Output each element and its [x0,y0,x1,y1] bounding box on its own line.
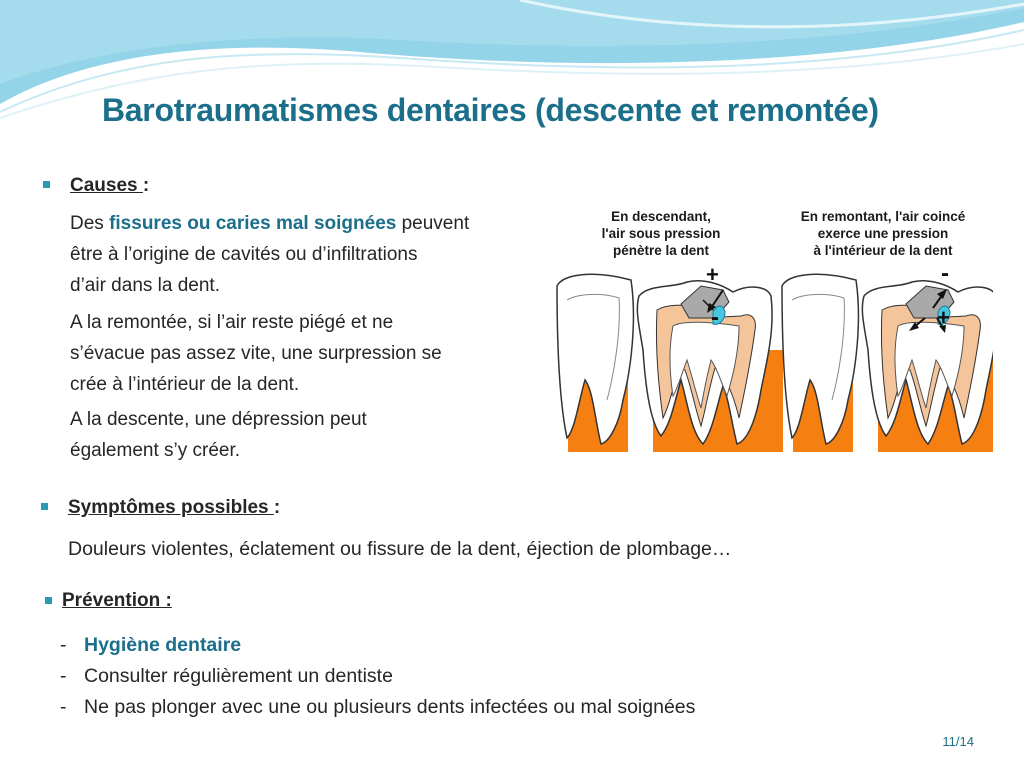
prevention-heading-label: Prévention : [62,590,172,611]
diagram-minus-ascent: - [941,260,949,287]
causes-p2-line3: crée à l’intérieur de la dent. [70,374,300,395]
diagram-minus-descent: - [711,304,719,331]
prevention-list [60,630,695,723]
causes-heading-label: Causes [70,175,143,196]
caption-ascent-line2: exerce une pression [817,226,949,241]
diagram-plus-ascent: + [937,305,950,330]
caption-ascent-line1: En remontant, l'air coincé [800,209,966,224]
prevention-heading [62,590,172,612]
causes-p3-line2: également s’y créer. [70,440,241,461]
caption-descent-line2: l'air sous pression [601,226,721,241]
caption-descent-line3: pénètre la dent [612,243,710,258]
causes-paragraph-3 [70,404,367,466]
prevention-item-text: Hygiène dentaire [84,634,242,656]
slide-title: Barotraumatismes dentaires (descente et remontée) [102,92,879,128]
causes-heading [70,175,149,197]
bullet-symptoms [41,503,48,510]
prevention-item-dash: - [60,696,67,718]
bullet-prevention [45,597,52,604]
causes-paragraph-1 [70,208,469,301]
prevention-item [60,630,695,661]
slide-number: 11/14 [942,734,974,749]
prevention-item-dash: - [60,634,67,656]
caption-ascent-line3: à l'intérieur de la dent [813,243,953,258]
causes-p2-line1: A la remontée, si l’air reste piégé et ne [70,312,394,333]
prevention-item [60,661,695,692]
causes-p1-line2: être à l’origine de cavités ou d’infiltrations [70,244,418,265]
symptoms-heading-label: Symptômes possibles [68,497,274,518]
prevention-item-text: Ne pas plonger avec une ou plusieurs dents infectées ou mal soignées [84,696,696,718]
symptoms-heading [68,497,280,519]
bullet-causes [43,181,50,188]
causes-paragraph-2 [70,307,442,400]
causes-p1-highlight: fissures ou caries mal soignées [109,213,397,234]
causes-p1-prefix: Des [70,213,110,234]
causes-p1-suffix: peuvent [396,213,470,234]
caption-descent-line1: En descendant, [611,209,711,224]
prevention-item-dash: - [60,665,67,687]
prevention-item-text: Consulter régulièrement un dentiste [84,665,393,687]
tooth-illustration [553,200,993,455]
causes-p3-line1: A la descente, une dépression peut [70,409,367,430]
causes-p1-line3: d’air dans la dent. [70,275,220,296]
symptoms-heading-colon: : [273,497,281,518]
prevention-item [60,692,695,723]
causes-p1-line1 [70,208,469,239]
causes-p2-line2: s’évacue pas assez vite, une surpression se [70,343,442,364]
tooth-barotrauma-diagram [553,200,993,455]
diagram-plus-descent: + [706,262,719,287]
causes-heading-colon: : [142,175,150,196]
symptoms-text: Douleurs violentes, éclatement ou fissure de la dent, éjection de plombage… [68,538,732,560]
